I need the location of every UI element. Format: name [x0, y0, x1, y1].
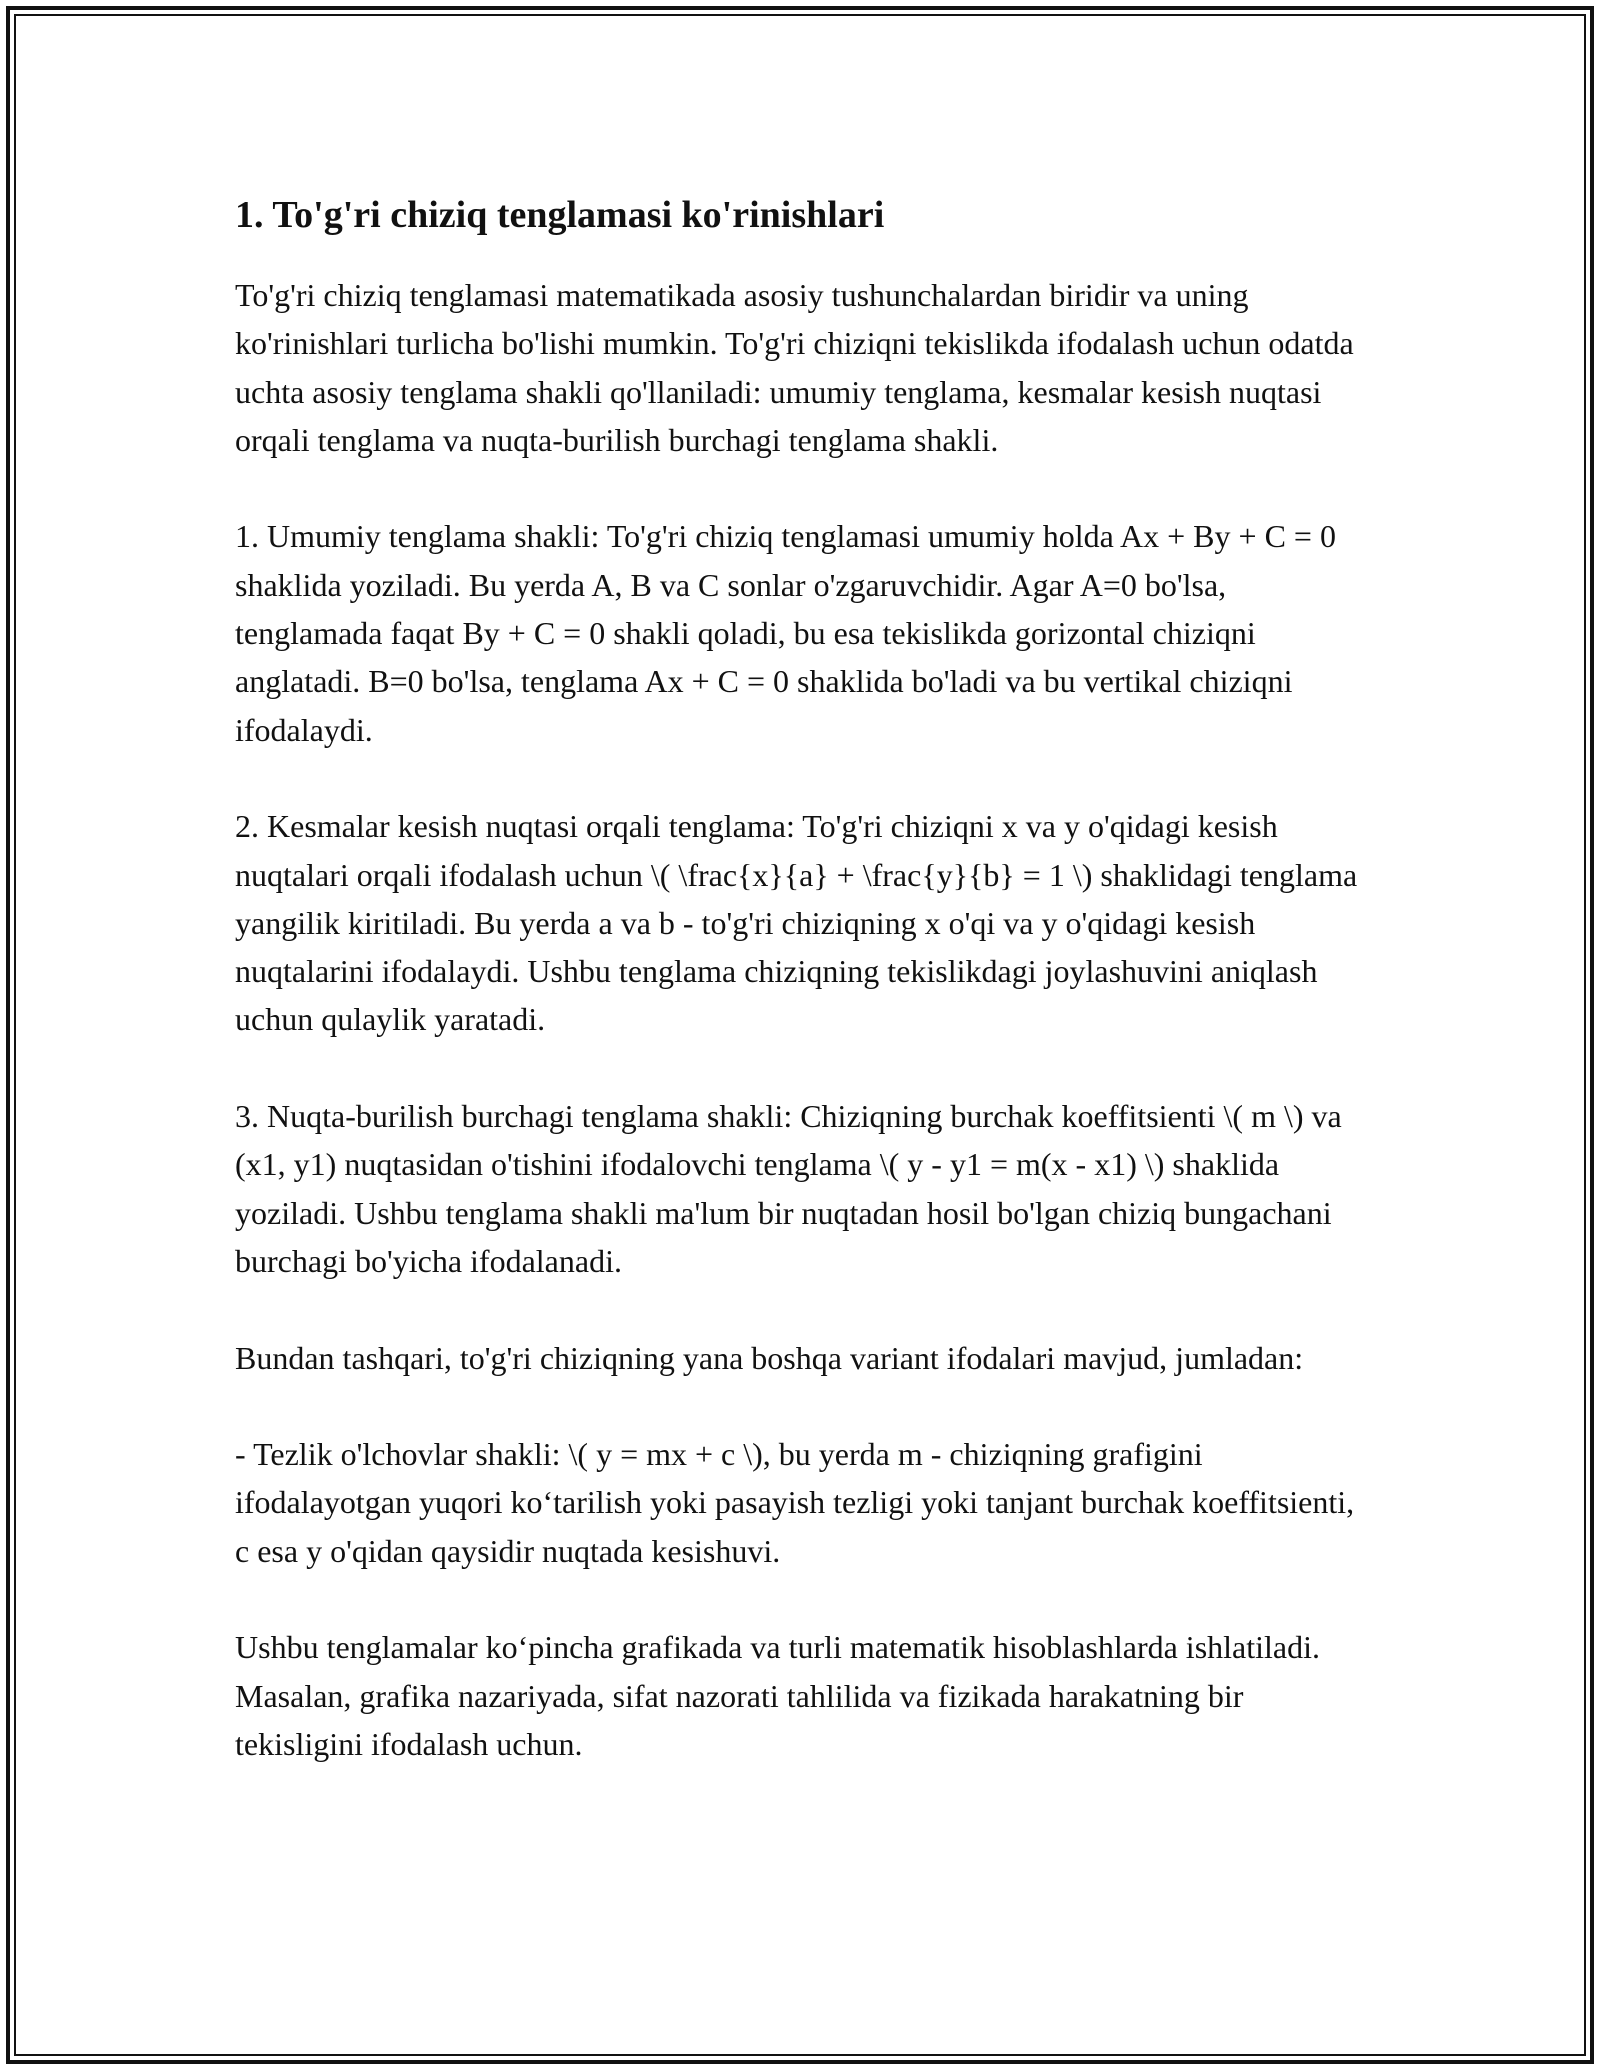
paragraph-intercept-form: 2. Kesmalar kesish nuqtasi orqali tenglama: To'g'ri chiziqni x va y o'qidagi kesish nuqtalari orqali ifodalash uchun \( \frac{x}{a} + \frac{y}{b} = 1 \) shaklidagi tenglama yangilik kiritiladi. Bu yerda a va b - to'g'ri chiziqning x o'qi va y o'qidagi kesish nuqtalarini ifodalaydi. Ushbu tenglama chiziqning tekislikdagi joylashuvini aniqlash uchun qulaylik yaratadi.: [235, 808, 1358, 1038]
document-page: [235, 185, 1375, 1817]
paragraph-general-form: 1. Umumiy tenglama shakli: To'g'ri chiziq tenglamasi umumiy holda Ax + By + C = 0 shaklida yoziladi. Bu yerda A, B va C sonlar o'zgaruvchidir. Agar A=0 bo'lsa, tenglamada faqat By + C = 0 shakli qoladi, bu esa tekislikda gorizontal chiziqni anglatadi. B=0 bo'lsa, tenglama Ax + C = 0 shaklida bo'ladi va bu vertikal chiziqni ifodalaydi.: [235, 518, 1336, 748]
paragraph-point-slope-form: 3. Nuqta-burilish burchagi tenglama shakli: Chiziqning burchak koeffitsienti \( m \) va (x1, y1) nuqtasidan o'tishini ifodalovchi tenglama \( y - y1 = m(x - x1) \) shaklida yoziladi. Ushbu tenglama shakli ma'lum bir nuqtadan hosil bo'lgan chiziq bungachani burchagi bo'yicha ifodalanadi.: [235, 1098, 1342, 1279]
paragraph-conclusion: Ushbu tenglamalar ko‘pincha grafikada va turli matematik hisoblashlarda ishlatiladi. Masalan, grafika nazariyada, sifat nazorati tahlilida va fizikada harakatning bir tekisligini ifodalash uchun.: [235, 1629, 1320, 1762]
paragraph-intro: To'g'ri chiziq tenglamasi matematikada asosiy tushunchalardan biridir va uning ko'rinishlari turlicha bo'lishi mumkin. To'g'ri chiziqni tekislikda ifodalash uchun odatda uchta asosiy tenglama shakli qo'llaniladi: umumiy tenglama, kesmalar kesish nuqtasi orqali tenglama va nuqta-burilish burchagi tenglama shakli.: [235, 277, 1354, 458]
document-title: 1. To'g'ri chiziq tenglamasi ko'rinishlari: [235, 194, 885, 236]
paragraph-other-forms: Bundan tashqari, to'g'ri chiziqning yana boshqa variant ifodalari mavjud, jumladan:: [235, 1339, 1304, 1376]
paragraph-slope-intercept-form: - Tezlik o'lchovlar shakli: \( y = mx + c \), bu yerda m - chiziqning grafigini ifodalayotgan yuqori ko‘tarilish yoki pasayish tezligi yoki tanjant burchak koeffitsienti, c esa y o'qidan qaysidir nuqtada kesishuvi.: [235, 1436, 1355, 1569]
